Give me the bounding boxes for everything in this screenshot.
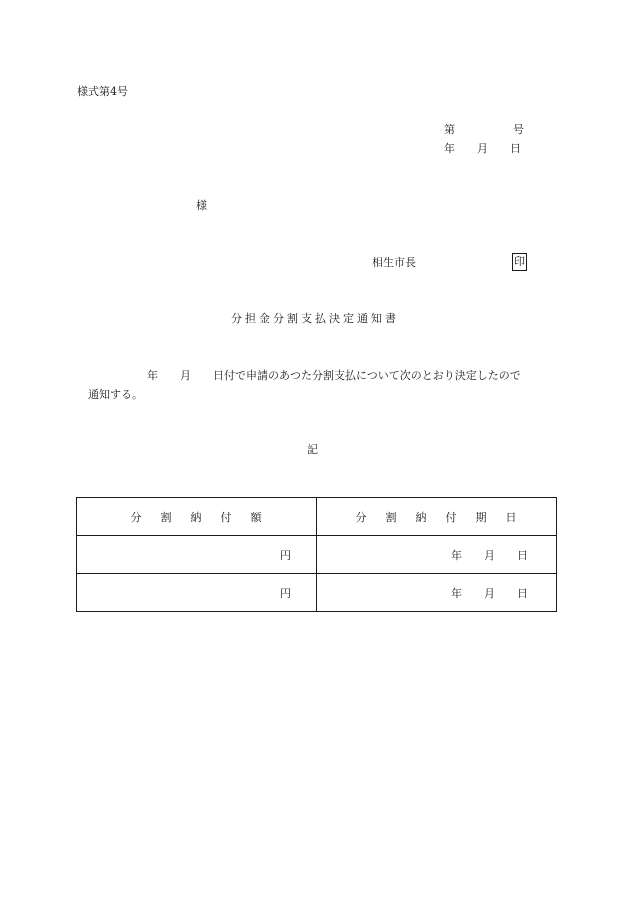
sender-name: 相生市長	[372, 256, 416, 269]
due-date-placeholder	[451, 547, 528, 563]
amount-cell	[77, 574, 316, 611]
header-char: 納	[190, 510, 203, 524]
ki-heading: 記	[307, 443, 318, 456]
due-day: 日	[517, 586, 528, 600]
due-date-placeholder	[451, 585, 528, 601]
header-char: 納	[415, 510, 428, 524]
seal-stamp: 印	[512, 253, 527, 271]
header-char: 分	[355, 510, 368, 524]
header-char: 割	[385, 510, 398, 524]
body-line-1	[147, 369, 521, 383]
issue-date	[444, 142, 521, 156]
body-date-month: 月	[180, 369, 191, 382]
issue-date-year: 年	[444, 142, 455, 155]
header-char: 付	[445, 510, 458, 524]
due-year: 年	[451, 548, 462, 562]
header-char: 額	[250, 510, 263, 524]
header-installment-due-date	[316, 498, 556, 535]
header-char: 日	[505, 510, 518, 524]
installment-table	[76, 497, 557, 612]
table-row	[77, 573, 556, 611]
due-month: 月	[484, 586, 495, 600]
body-line-2: 通知する。	[88, 388, 143, 401]
issue-date-day: 日	[510, 142, 521, 155]
header-char: 割	[160, 510, 173, 524]
issue-date-month: 月	[477, 142, 488, 155]
header-installment-amount	[77, 498, 316, 535]
body-line-1-text: 日付で申請のあつた分割支払について次のとおり決定したので	[213, 369, 521, 382]
document-number-suffix: 号	[513, 123, 524, 136]
header-char: 付	[220, 510, 233, 524]
document-title: 分担金分割支払決定通知書	[231, 312, 399, 325]
body-date-year: 年	[147, 369, 158, 382]
due-month: 月	[484, 548, 495, 562]
table-header-row	[77, 498, 556, 535]
due-date-cell	[316, 574, 556, 611]
document-number	[444, 123, 524, 137]
yen-unit: 円	[280, 548, 291, 562]
document-number-prefix: 第	[444, 123, 455, 136]
header-char: 分	[130, 510, 143, 524]
header-char: 期	[475, 510, 488, 524]
due-year: 年	[451, 586, 462, 600]
due-day: 日	[517, 548, 528, 562]
addressee-honorific: 様	[196, 199, 207, 212]
due-date-cell	[316, 536, 556, 573]
amount-cell	[77, 536, 316, 573]
form-number: 様式第4号	[77, 85, 128, 98]
yen-unit: 円	[280, 586, 291, 600]
table-row	[77, 535, 556, 573]
